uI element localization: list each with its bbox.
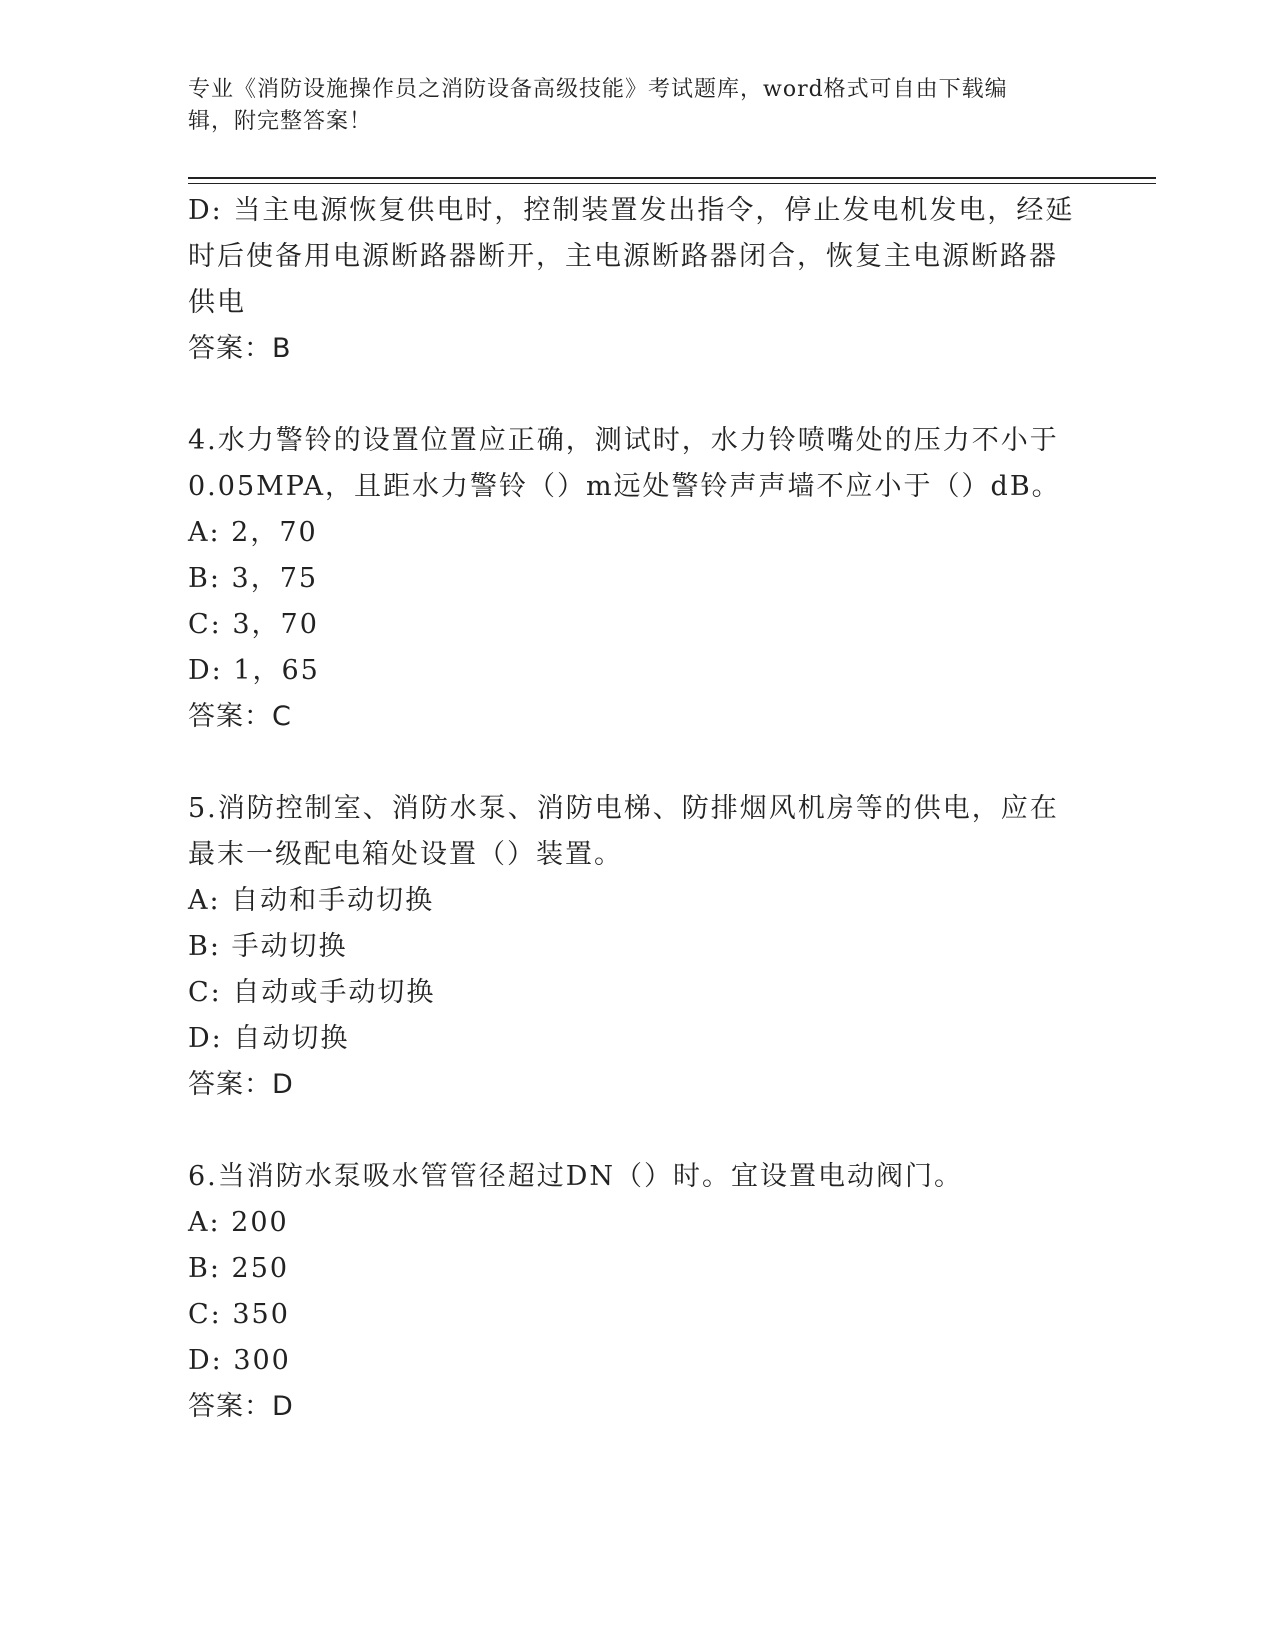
- option-d-line-2: 时后使备用电源断路器断开，主电源断路器闭合，恢复主电源断路器: [188, 241, 1058, 272]
- option-d: D: 自动切换: [188, 1023, 350, 1054]
- header-divider-thin: [188, 183, 1156, 184]
- option-c: C: 自动或手动切换: [188, 977, 436, 1008]
- option-b: B: 手动切换: [188, 931, 348, 962]
- option-a: A: 200: [188, 1207, 289, 1238]
- question-stem-line-2: 最末一级配电箱处设置（）装置。: [188, 839, 623, 870]
- document-header: [188, 74, 1068, 138]
- option-d-line-1: D: 当主电源恢复供电时，控制装置发出指令，停止发电机发电，经延: [188, 195, 1075, 226]
- question-list: [188, 188, 1088, 1430]
- question-stem-line-2: 0.05MPA，且距水力警铃（）m远处警铃声声墙不应小于（）dB。: [188, 471, 1061, 502]
- option-a: A: 2，70: [188, 517, 318, 548]
- question-5: [188, 786, 1088, 1108]
- answer-line: 答案：D: [188, 1069, 294, 1100]
- question-stem-line-1: 4.水力警铃的设置位置应正确，测试时，水力铃喷嘴处的压力不小于: [188, 425, 1059, 456]
- option-d: D: 1，65: [188, 655, 320, 686]
- header-line-2: 辑，附完整答案！: [188, 109, 373, 134]
- question-4: [188, 418, 1088, 740]
- spacer: [188, 1108, 1088, 1154]
- question-6: [188, 1154, 1088, 1430]
- option-d-line-3: 供电: [188, 287, 246, 318]
- answer-line: 答案：D: [188, 1391, 294, 1422]
- option-b: B: 250: [188, 1253, 290, 1284]
- question-3-tail: [188, 188, 1088, 372]
- option-b: B: 3，75: [188, 563, 319, 594]
- spacer: [188, 740, 1088, 786]
- question-stem-line-1: 5.消防控制室、消防水泵、消防电梯、防排烟风机房等的供电，应在: [188, 793, 1059, 824]
- answer-line: 答案：B: [188, 333, 292, 364]
- option-c: C: 350: [188, 1299, 290, 1330]
- header-line-1: 专业《消防设施操作员之消防设备高级技能》考试题库，word格式可自由下载编: [188, 77, 1008, 102]
- option-a: A: 自动和手动切换: [188, 885, 435, 916]
- question-stem-line-1: 6.当消防水泵吸水管管径超过DN（）时。宜设置电动阀门。: [188, 1161, 964, 1192]
- option-d: D: 300: [188, 1345, 291, 1376]
- spacer: [188, 372, 1088, 418]
- answer-line: 答案：C: [188, 701, 292, 732]
- header-divider-thick: [188, 177, 1156, 179]
- option-c: C: 3，70: [188, 609, 319, 640]
